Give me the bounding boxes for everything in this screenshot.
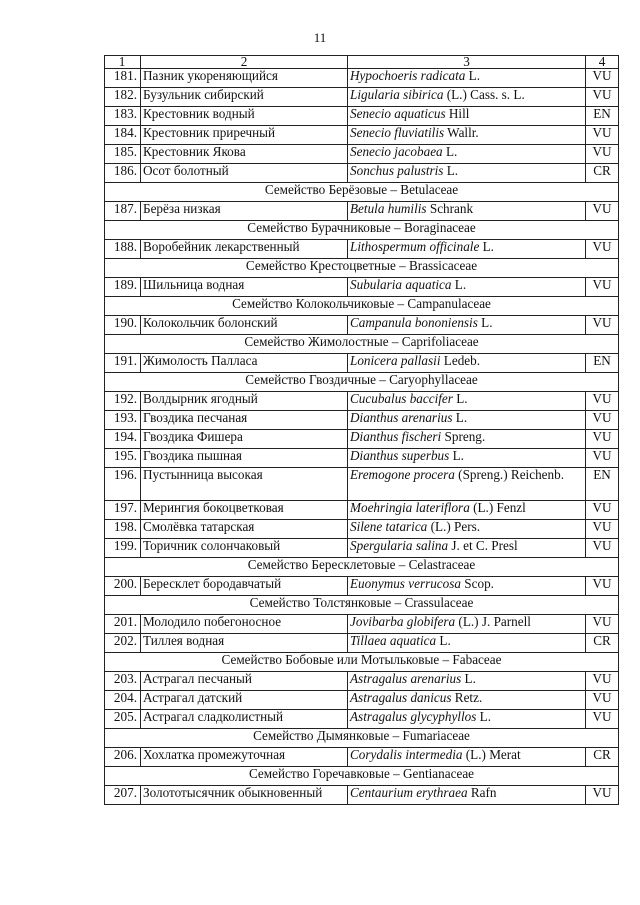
latin-name <box>348 748 586 767</box>
latin-author: (L.) Fenzl <box>469 500 526 515</box>
latin-name <box>348 468 586 501</box>
russian-name: Пустынница высокая <box>141 468 348 501</box>
latin-binomial: Cucubalus baccifer <box>350 391 453 406</box>
latin-binomial: Ligularia sibirica <box>350 87 444 102</box>
russian-name: Астрагал датский <box>141 691 348 710</box>
family-row <box>105 653 619 672</box>
row-number: 202. <box>105 634 141 653</box>
family-row <box>105 259 619 278</box>
latin-name <box>348 316 586 335</box>
russian-name: Воробейник лекарственный <box>141 240 348 259</box>
row-number: 189. <box>105 278 141 297</box>
latin-author: Spreng. <box>441 429 486 444</box>
species-row <box>105 615 619 634</box>
species-row <box>105 691 619 710</box>
row-number: 200. <box>105 577 141 596</box>
status-code: VU <box>586 539 619 558</box>
row-number: 186. <box>105 164 141 183</box>
latin-author: Hill <box>445 106 470 121</box>
row-number: 198. <box>105 520 141 539</box>
species-row <box>105 202 619 221</box>
species-row <box>105 577 619 596</box>
status-code: VU <box>586 411 619 430</box>
family-row <box>105 558 619 577</box>
russian-name: Пазник укореняющийся <box>141 69 348 88</box>
russian-name: Астрагал песчаный <box>141 672 348 691</box>
family-row <box>105 297 619 316</box>
status-code: VU <box>586 202 619 221</box>
family-row <box>105 767 619 786</box>
russian-name: Торичник солончаковый <box>141 539 348 558</box>
status-code: VU <box>586 691 619 710</box>
family-heading: Семейство Колокольчиковые – Campanulaceae <box>105 297 619 316</box>
species-row <box>105 145 619 164</box>
latin-author: (L.) J. Parnell <box>455 614 531 629</box>
status-code: EN <box>586 107 619 126</box>
latin-name <box>348 202 586 221</box>
species-row <box>105 468 619 501</box>
family-heading: Семейство Крестоцветные – Brassicaceae <box>105 259 619 278</box>
latin-name <box>348 278 586 297</box>
latin-name <box>348 691 586 710</box>
latin-author: J. et C. Presl <box>448 538 518 553</box>
russian-name: Крестовник приречный <box>141 126 348 145</box>
row-number: 196. <box>105 468 141 501</box>
species-row <box>105 164 619 183</box>
status-code: VU <box>586 69 619 88</box>
family-heading: Семейство Толстянковые – Crassulaceae <box>105 596 619 615</box>
row-number: 188. <box>105 240 141 259</box>
latin-author: Rafn <box>467 785 497 800</box>
row-number: 187. <box>105 202 141 221</box>
family-heading: Семейство Жимолостные – Caprifoliaceae <box>105 335 619 354</box>
russian-name: Бузульник сибирский <box>141 88 348 107</box>
row-number: 182. <box>105 88 141 107</box>
russian-name: Крестовник Якова <box>141 145 348 164</box>
status-code: CR <box>586 634 619 653</box>
row-number: 197. <box>105 501 141 520</box>
latin-name <box>348 88 586 107</box>
latin-author: L. <box>436 633 451 648</box>
russian-name: Колокольчик болонский <box>141 316 348 335</box>
russian-name: Гвоздика Фишера <box>141 430 348 449</box>
family-heading: Семейство Бобовые или Мотыльковые – Fabaceae <box>105 653 619 672</box>
russian-name: Гвоздика пышная <box>141 449 348 468</box>
status-code: VU <box>586 316 619 335</box>
row-number: 183. <box>105 107 141 126</box>
latin-name <box>348 615 586 634</box>
russian-name: Тиллея водная <box>141 634 348 653</box>
latin-name <box>348 430 586 449</box>
latin-author: L. <box>452 410 468 425</box>
latin-author: L. <box>452 391 468 406</box>
russian-name: Волдырник ягодный <box>141 392 348 411</box>
russian-name: Шильница водная <box>141 278 348 297</box>
status-code: VU <box>586 501 619 520</box>
family-heading: Семейство Гвоздичные – Caryophyllaceae <box>105 373 619 392</box>
status-code: CR <box>586 748 619 767</box>
species-row <box>105 126 619 145</box>
species-row <box>105 107 619 126</box>
species-row <box>105 748 619 767</box>
species-row <box>105 539 619 558</box>
latin-name <box>348 520 586 539</box>
row-number: 194. <box>105 430 141 449</box>
latin-name <box>348 411 586 430</box>
family-row <box>105 183 619 202</box>
latin-binomial: Centaurium erythraea <box>350 785 468 800</box>
russian-name: Крестовник водный <box>141 107 348 126</box>
status-code: VU <box>586 392 619 411</box>
status-code: VU <box>586 278 619 297</box>
row-number: 195. <box>105 449 141 468</box>
latin-name <box>348 145 586 164</box>
latin-binomial: Astragalus glycyphyllos <box>350 709 477 724</box>
species-row <box>105 672 619 691</box>
row-number: 203. <box>105 672 141 691</box>
latin-author: L. <box>465 68 481 83</box>
status-code: VU <box>586 577 619 596</box>
latin-binomial: Astragalus danicus <box>350 690 452 705</box>
status-code: VU <box>586 615 619 634</box>
status-code: VU <box>586 88 619 107</box>
family-heading: Семейство Дымянковые – Fumariaceae <box>105 729 619 748</box>
status-code: VU <box>586 672 619 691</box>
latin-author: L. <box>442 144 458 159</box>
latin-author: (Spreng.) Reichenb. <box>454 467 565 482</box>
latin-name <box>348 634 586 653</box>
row-number: 205. <box>105 710 141 729</box>
latin-name <box>348 354 586 373</box>
row-number: 181. <box>105 69 141 88</box>
column-header: 3 <box>348 56 586 69</box>
column-header: 2 <box>141 56 348 69</box>
latin-author: Ledeb. <box>440 353 481 368</box>
status-code: EN <box>586 468 619 501</box>
species-row <box>105 392 619 411</box>
row-number: 191. <box>105 354 141 373</box>
page-number: 11 <box>313 30 327 45</box>
status-code: VU <box>586 710 619 729</box>
latin-binomial: Senecio aquaticus <box>350 106 446 121</box>
latin-binomial: Tillaea aquatica <box>350 633 437 648</box>
species-row <box>105 634 619 653</box>
latin-name <box>348 449 586 468</box>
status-code: VU <box>586 145 619 164</box>
latin-name <box>348 107 586 126</box>
latin-author: Retz. <box>451 690 483 705</box>
status-code: VU <box>586 449 619 468</box>
row-number: 207. <box>105 786 141 805</box>
species-row <box>105 316 619 335</box>
latin-binomial: Eremogone procera <box>350 467 455 482</box>
column-header: 1 <box>105 56 141 69</box>
latin-binomial: Moehringia lateriflora <box>350 500 470 515</box>
row-number: 201. <box>105 615 141 634</box>
species-row <box>105 430 619 449</box>
latin-author: L. <box>451 277 467 292</box>
latin-name <box>348 786 586 805</box>
status-code: CR <box>586 164 619 183</box>
species-row <box>105 520 619 539</box>
family-row <box>105 335 619 354</box>
row-number: 199. <box>105 539 141 558</box>
row-number: 193. <box>105 411 141 430</box>
species-row <box>105 240 619 259</box>
species-row <box>105 501 619 520</box>
status-code: VU <box>586 520 619 539</box>
latin-name <box>348 539 586 558</box>
species-row <box>105 278 619 297</box>
family-row <box>105 221 619 240</box>
latin-author: L. <box>479 239 494 254</box>
family-heading: Семейство Берёзовые – Betulaceae <box>105 183 619 202</box>
latin-name <box>348 501 586 520</box>
family-row <box>105 596 619 615</box>
latin-binomial: Astragalus arenarius <box>350 671 462 686</box>
latin-name <box>348 577 586 596</box>
russian-name: Молодило побегоносное <box>141 615 348 634</box>
russian-name: Астрагал сладколистный <box>141 710 348 729</box>
latin-author: Scop. <box>460 576 494 591</box>
status-code: VU <box>586 240 619 259</box>
latin-author: Schrank <box>426 201 474 216</box>
species-row <box>105 69 619 88</box>
russian-name: Хохлатка промежуточная <box>141 748 348 767</box>
latin-binomial: Corydalis intermedia <box>350 747 463 762</box>
latin-name <box>348 126 586 145</box>
latin-name <box>348 69 586 88</box>
latin-binomial: Dianthus superbus <box>350 448 450 463</box>
latin-author: (L.) Pers. <box>427 519 481 534</box>
latin-binomial: Dianthus arenarius <box>350 410 453 425</box>
latin-name <box>348 240 586 259</box>
latin-name <box>348 710 586 729</box>
russian-name: Берёза низкая <box>141 202 348 221</box>
row-number: 204. <box>105 691 141 710</box>
latin-author: Wallr. <box>444 125 479 140</box>
latin-name <box>348 164 586 183</box>
latin-name <box>348 672 586 691</box>
latin-author: L. <box>449 448 464 463</box>
status-code: VU <box>586 786 619 805</box>
latin-binomial: Lithospermum officinale <box>350 239 480 254</box>
latin-binomial: Senecio fluviatilis <box>350 125 445 140</box>
latin-binomial: Euonymus verrucosa <box>350 576 461 591</box>
red-book-table <box>104 55 619 805</box>
russian-name: Гвоздика песчаная <box>141 411 348 430</box>
row-number: 192. <box>105 392 141 411</box>
species-row <box>105 88 619 107</box>
row-number: 206. <box>105 748 141 767</box>
latin-author: L. <box>477 315 493 330</box>
latin-author: L. <box>461 671 476 686</box>
latin-binomial: Silene tatarica <box>350 519 428 534</box>
latin-binomial: Lonicera pallasii <box>350 353 441 368</box>
latin-binomial: Hypochoeris radicata <box>350 68 466 83</box>
family-row <box>105 729 619 748</box>
russian-name: Смолёвка татарская <box>141 520 348 539</box>
species-row <box>105 449 619 468</box>
table-header-row <box>105 56 619 69</box>
row-number: 190. <box>105 316 141 335</box>
russian-name: Бересклет бородавчатый <box>141 577 348 596</box>
family-heading: Семейство Бурачниковые – Boraginaceae <box>105 221 619 240</box>
row-number: 184. <box>105 126 141 145</box>
latin-author: L. <box>443 163 459 178</box>
latin-binomial: Betula humilis <box>350 201 427 216</box>
species-row <box>105 354 619 373</box>
family-row <box>105 373 619 392</box>
latin-binomial: Sonchus palustris <box>350 163 444 178</box>
russian-name: Осот болотный <box>141 164 348 183</box>
species-row <box>105 786 619 805</box>
latin-binomial: Spergularia salina <box>350 538 449 553</box>
russian-name: Золототысячник обыкновенный <box>141 786 348 805</box>
status-code: EN <box>586 354 619 373</box>
row-number: 185. <box>105 145 141 164</box>
russian-name: Жимолость Палласа <box>141 354 348 373</box>
latin-binomial: Senecio jacobaea <box>350 144 443 159</box>
latin-author: (L.) Merat <box>462 747 521 762</box>
russian-name: Мерингия бокоцветковая <box>141 501 348 520</box>
latin-binomial: Jovibarba globifera <box>350 614 456 629</box>
status-code: VU <box>586 430 619 449</box>
status-code: VU <box>586 126 619 145</box>
species-row <box>105 411 619 430</box>
column-header: 4 <box>586 56 619 69</box>
latin-binomial: Dianthus fischeri <box>350 429 442 444</box>
species-row <box>105 710 619 729</box>
latin-author: (L.) Cass. s. L. <box>443 87 525 102</box>
latin-binomial: Campanula bononiensis <box>350 315 478 330</box>
latin-author: L. <box>476 709 492 724</box>
family-heading: Семейство Бересклетовые – Celastraceae <box>105 558 619 577</box>
latin-binomial: Subularia aquatica <box>350 277 452 292</box>
family-heading: Семейство Горечавковые – Gentianaceae <box>105 767 619 786</box>
latin-name <box>348 392 586 411</box>
